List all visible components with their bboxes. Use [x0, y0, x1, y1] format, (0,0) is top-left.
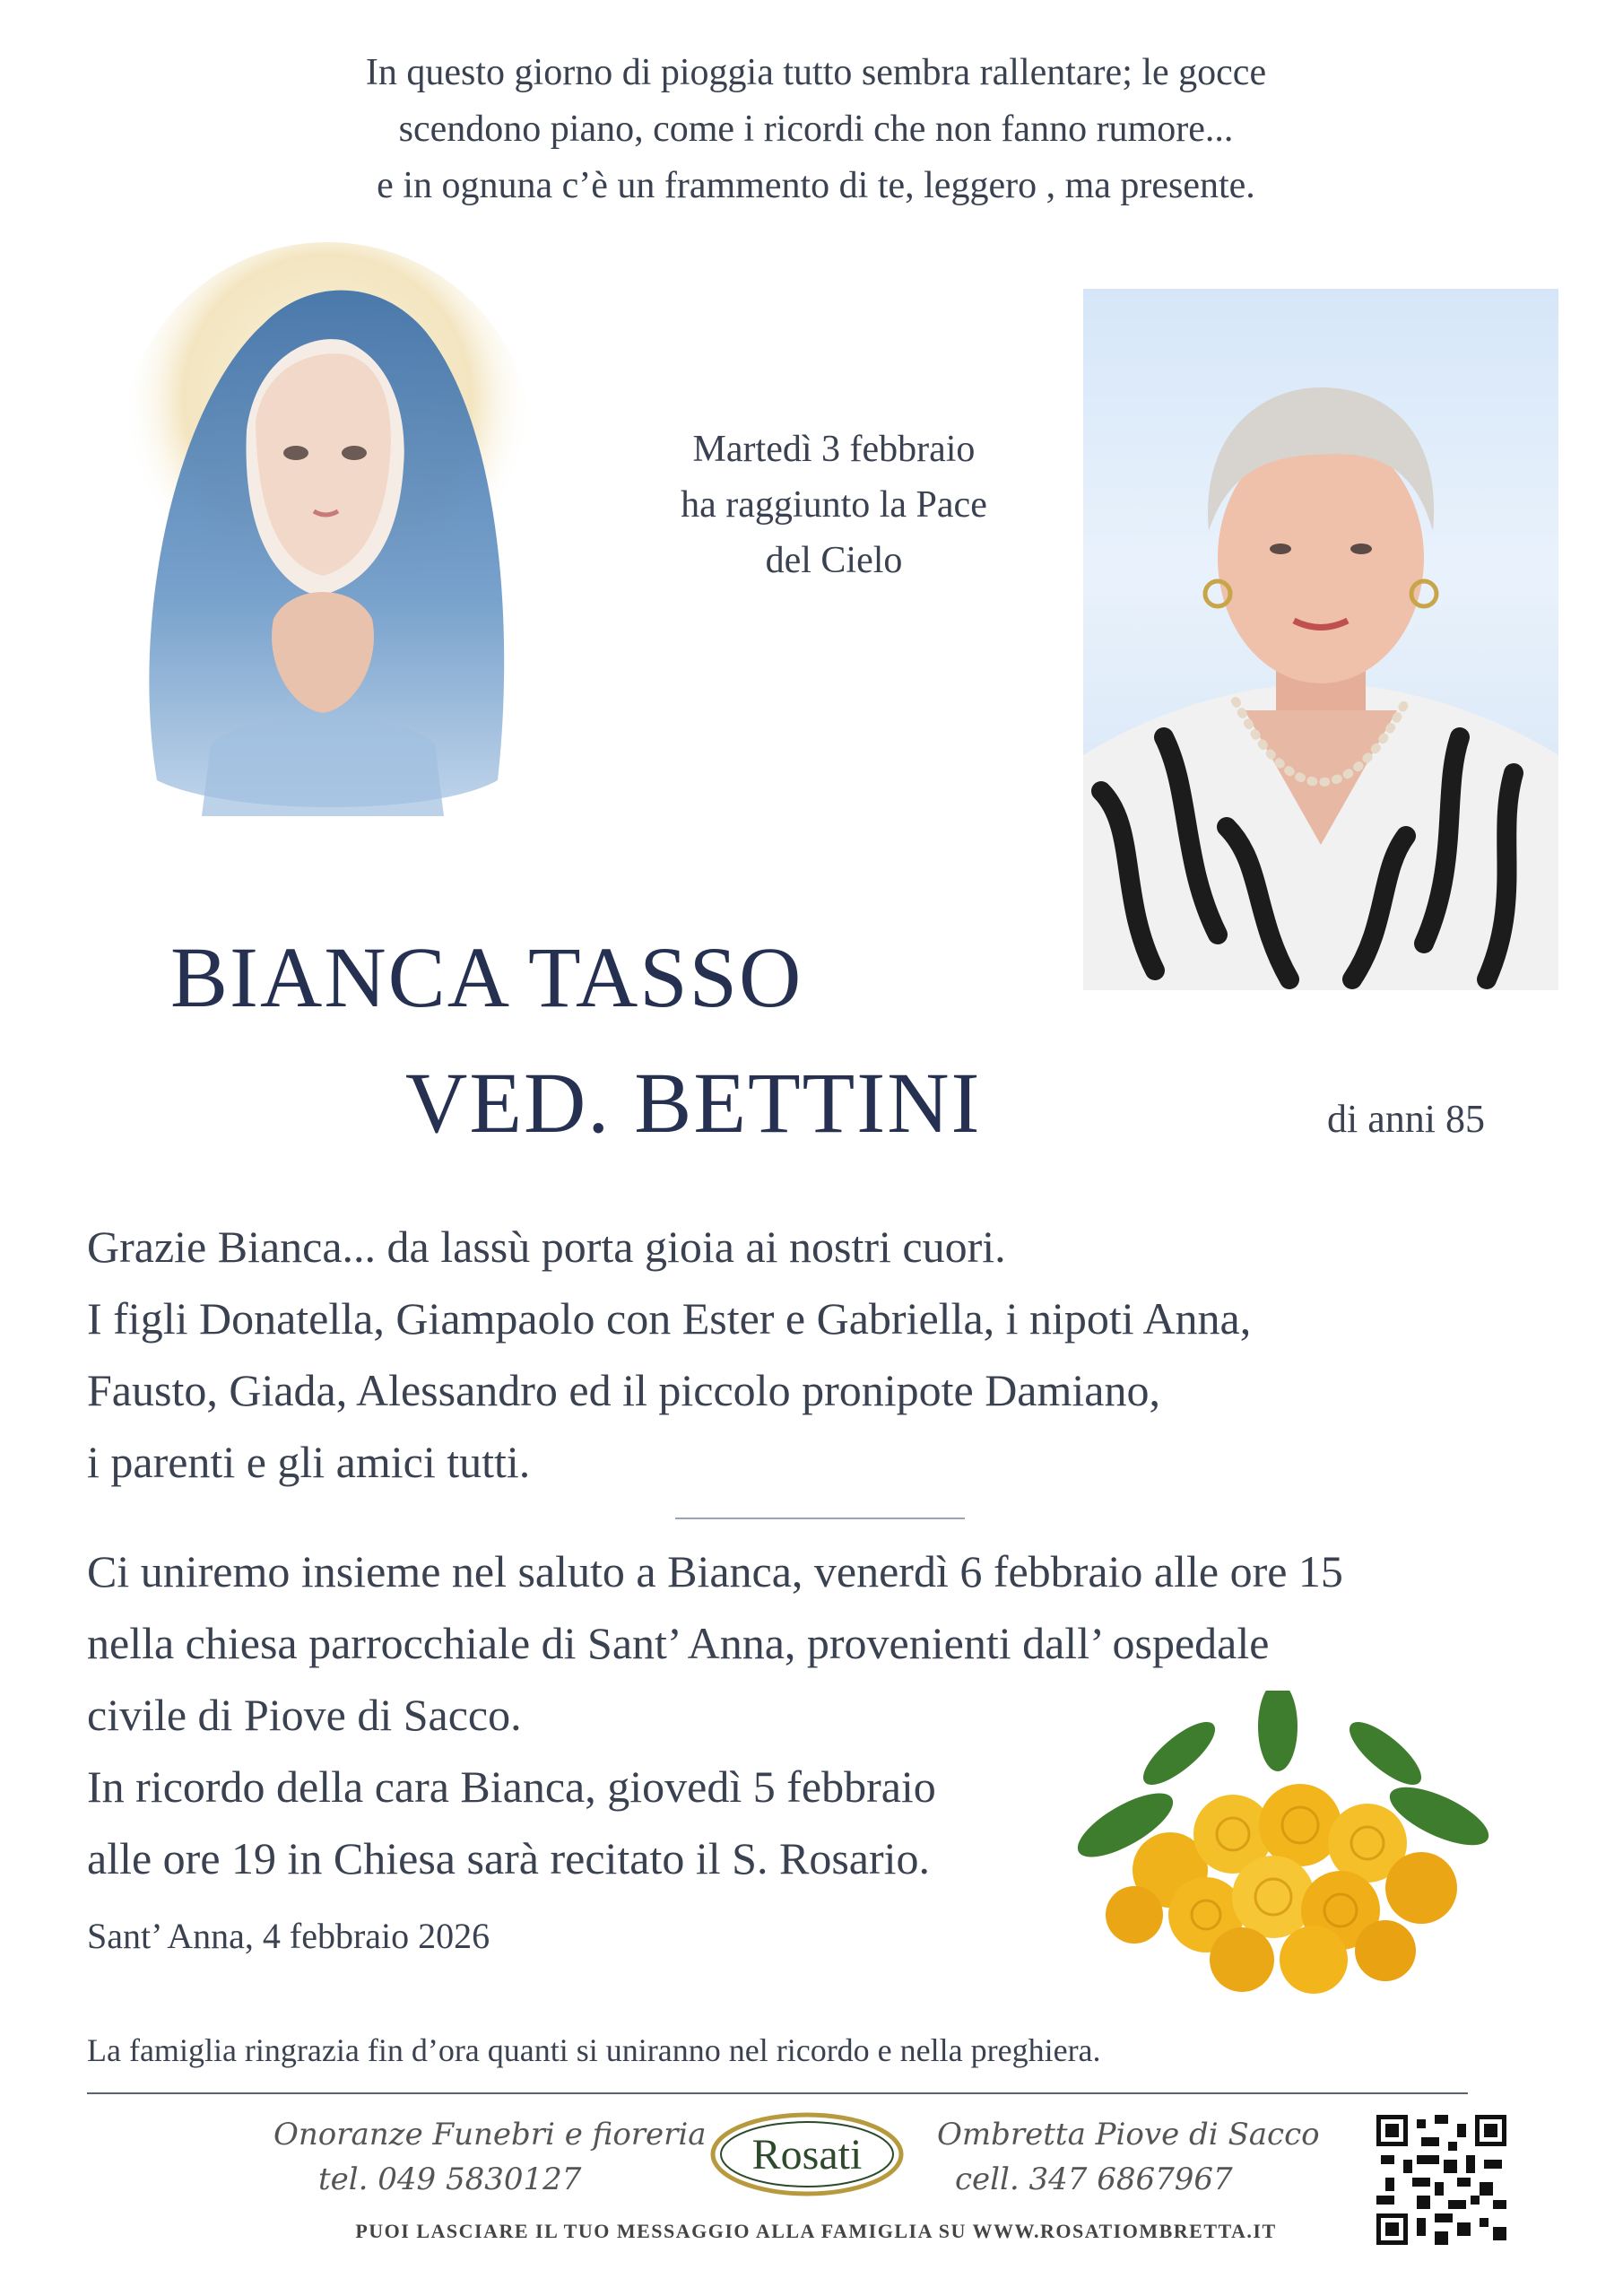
portrait-photo — [1083, 289, 1558, 990]
footer-right — [937, 2112, 1320, 2202]
intro-line: e in ognuna c’è un frammento di te, leggero , ma presente. — [377, 165, 1255, 206]
portrait-illustration — [1083, 289, 1558, 990]
deceased-name-line1: BIANCA TASSO — [170, 929, 803, 1025]
intro-text — [179, 45, 1453, 214]
message-line: Fausto, Giada, Alessandro ed il piccolo pronipote Damiano, — [87, 1365, 1160, 1415]
ceremony-line: civile di Piove di Sacco. — [87, 1690, 522, 1740]
rosati-logo — [708, 2109, 906, 2199]
intro-line: In questo giorno di pioggia tutto sembra rallentare; le gocce — [365, 52, 1267, 93]
message-line: Grazie Bianca... da lassù porta gioia ai nostri cuori. — [87, 1222, 1006, 1272]
passing-line: Martedì 3 febbraio — [692, 429, 976, 470]
footer-cell: cell. 347 6867967 — [955, 2161, 1233, 2197]
family-thanks: La famiglia ringrazia fin d’ora quanti si uniranno nel ricordo e nella preghiera. — [87, 2032, 1101, 2068]
family-message — [87, 1211, 1558, 1498]
footer-left-line: Onoranze Funebri e fioreria — [273, 2117, 707, 2152]
passing-notice — [619, 422, 1049, 588]
footer-phone: tel. 049 5830127 — [318, 2161, 582, 2197]
madonna-image — [49, 242, 587, 834]
logo-text: Rosati — [751, 2131, 863, 2179]
deceased-age: di anni 85 — [1327, 1097, 1485, 1141]
qr-code[interactable] — [1376, 2115, 1506, 2245]
place-date: Sant’ Anna, 4 febbraio 2026 — [87, 1916, 490, 1956]
section-divider — [675, 1518, 965, 1519]
yellow-roses-image — [1063, 1691, 1497, 2000]
message-line: i parenti e gli amici tutti. — [87, 1437, 531, 1487]
ceremony-line: alle ore 19 in Chiesa sarà recitato il S. Rosario. — [87, 1833, 931, 1883]
ceremony-line: nella chiesa parrocchiale di Sant’ Anna, provenienti dall’ ospedale — [87, 1618, 1270, 1668]
ceremony-line: Ci uniremo insieme nel saluto a Bianca, venerdì 6 febbraio alle ore 15 — [87, 1546, 1343, 1596]
message-line: I figli Donatella, Giampaolo con Ester e Gabriella, i nipoti Anna, — [87, 1293, 1252, 1344]
footer-website-note: PUOI LASCIARE IL TUO MESSAGGIO ALLA FAMIGLIA SU WWW.ROSATIOMBRETTA.IT — [355, 2220, 1277, 2242]
footer-left — [273, 2112, 707, 2202]
intro-line: scendono piano, come i ricordi che non fanno rumore... — [398, 109, 1234, 150]
ceremony-line: In ricordo della cara Bianca, giovedì 5 febbraio — [87, 1761, 936, 1812]
footer-divider — [87, 2092, 1468, 2094]
passing-line: ha raggiunto la Pace — [681, 484, 987, 526]
deceased-name-line2: VED. BETTINI — [405, 1055, 982, 1151]
footer-right-line: Ombretta Piove di Sacco — [937, 2117, 1320, 2152]
passing-line: del Cielo — [765, 540, 903, 581]
